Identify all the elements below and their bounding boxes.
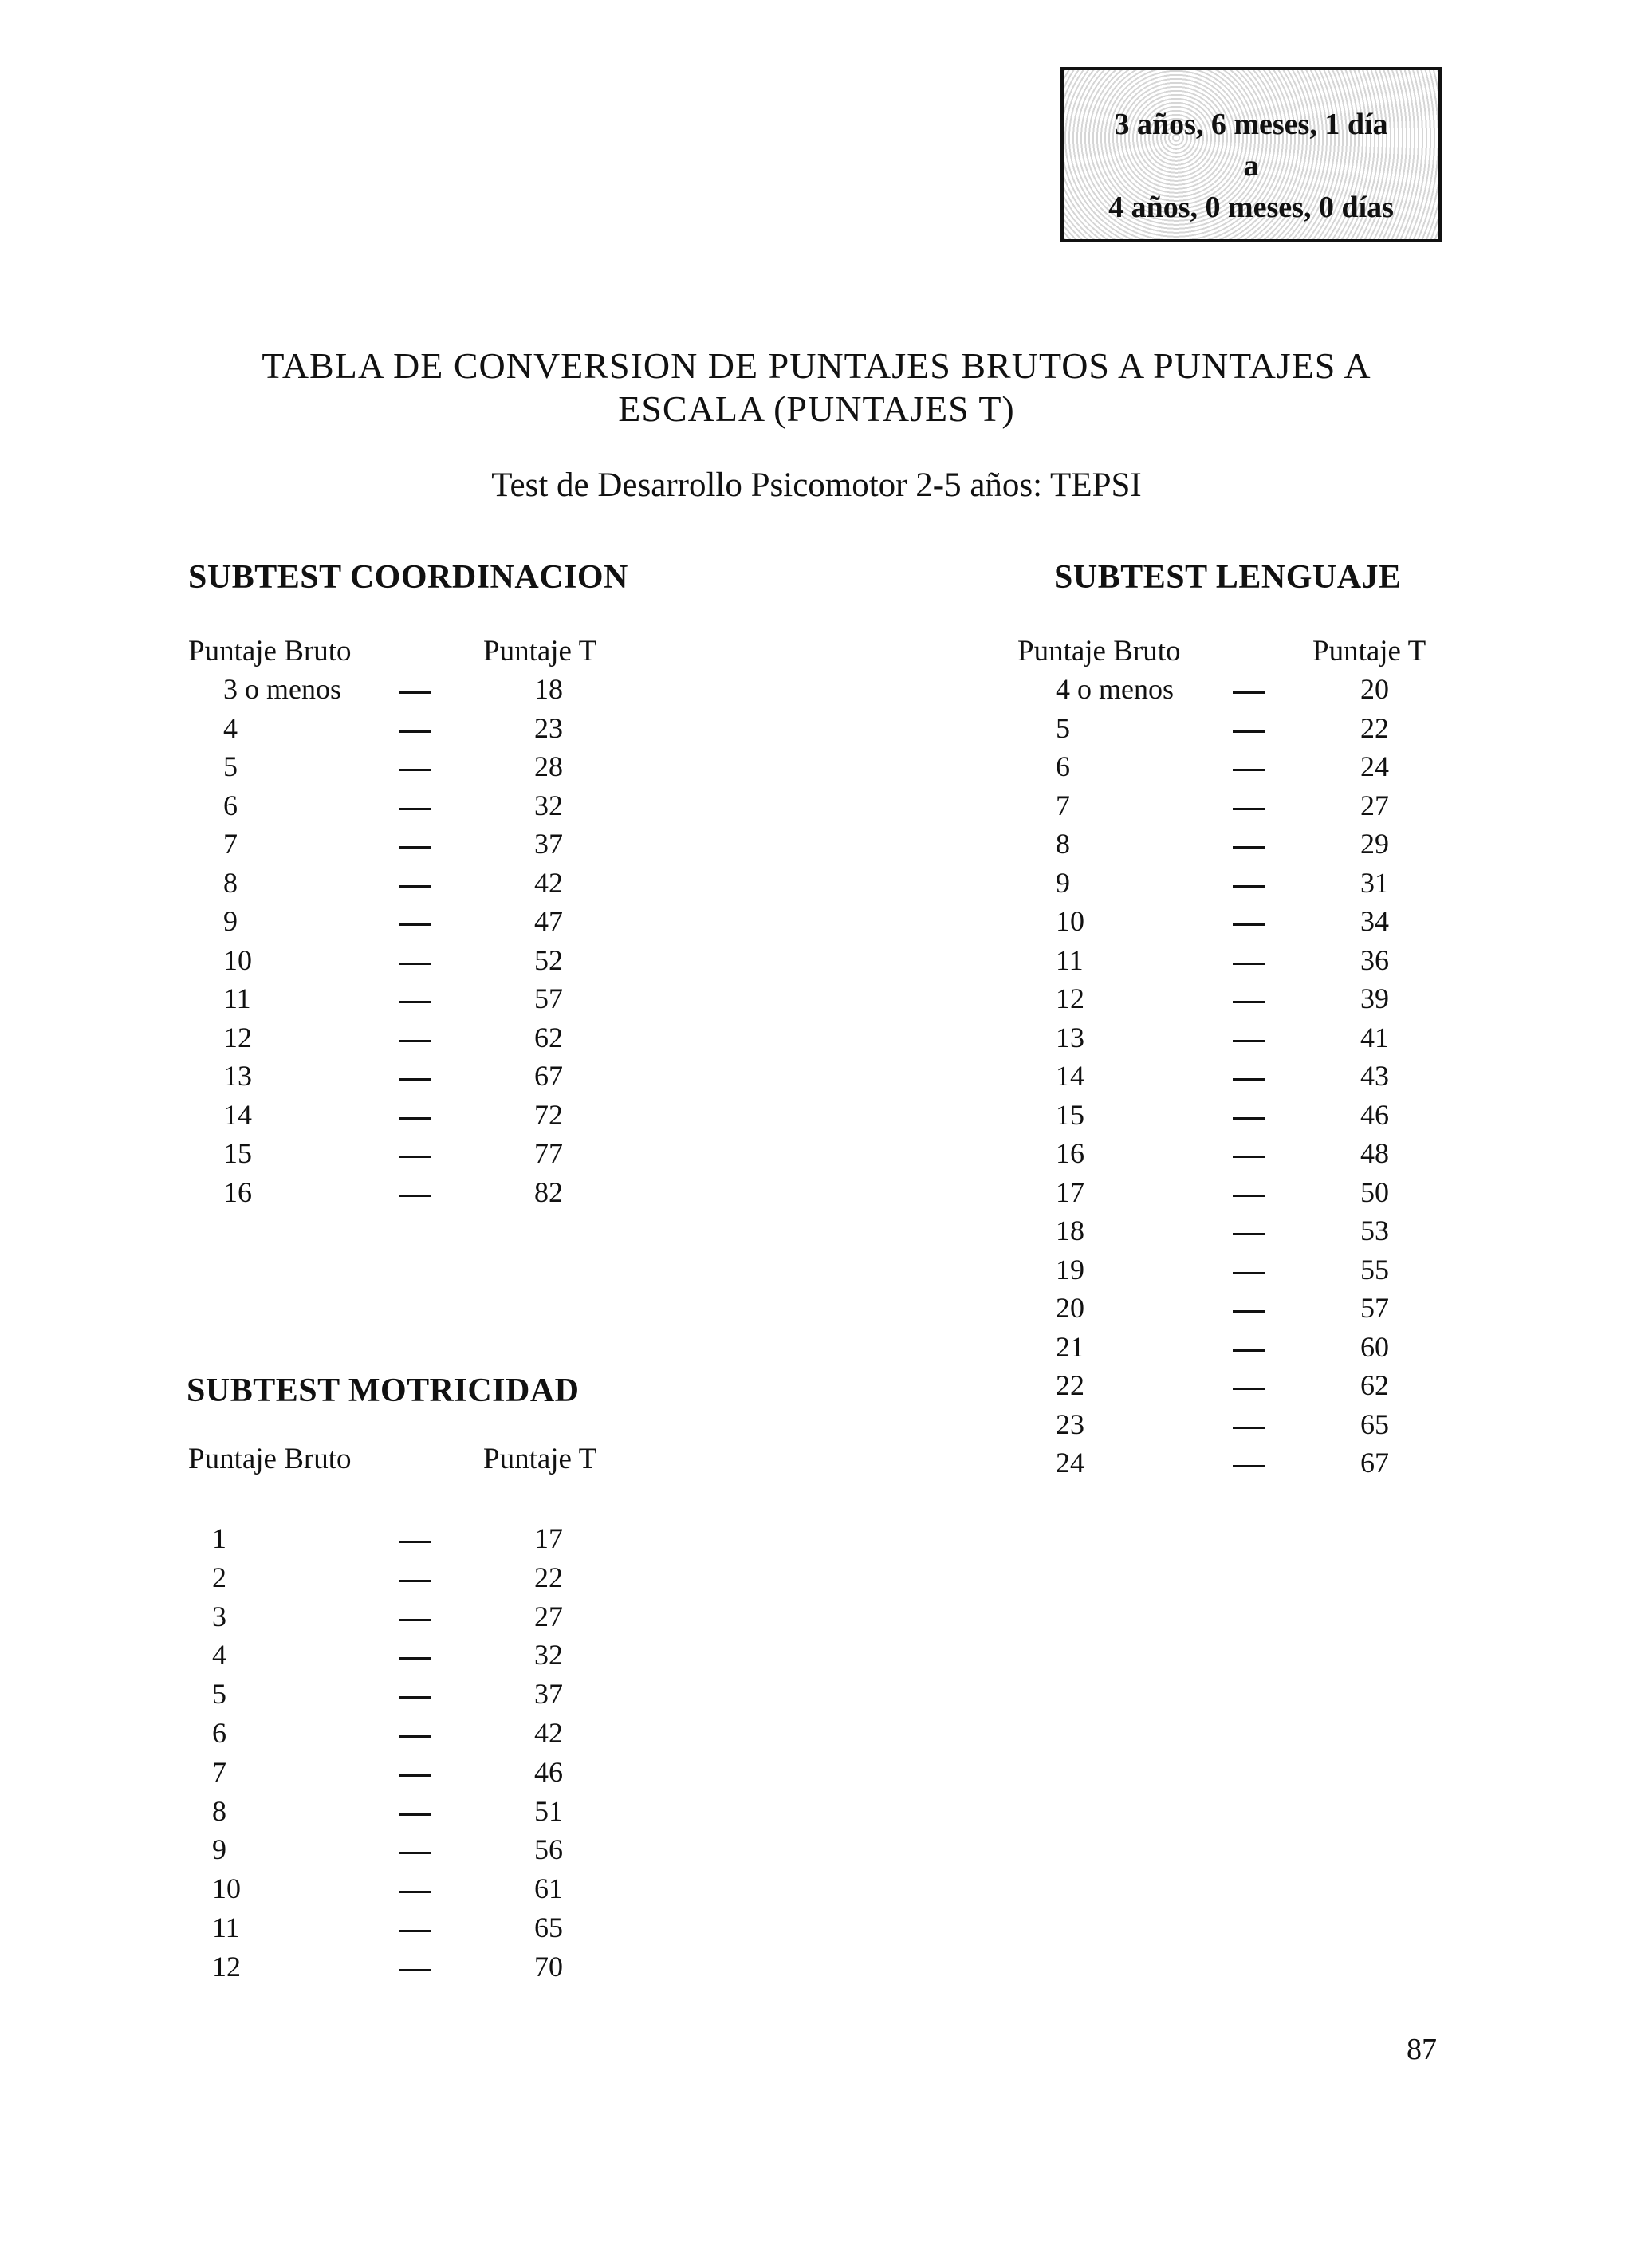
t-score: 47 xyxy=(534,905,563,937)
table-row xyxy=(1017,1253,1496,1291)
raw-score: 4 o menos xyxy=(1056,673,1174,705)
dash-separator xyxy=(1233,1040,1265,1042)
dash-separator xyxy=(399,1619,431,1621)
coordinacion-col-raw-header: Puntaje Bruto xyxy=(188,635,352,667)
table-row xyxy=(188,904,667,943)
raw-score: 11 xyxy=(212,1912,240,1943)
raw-score: 17 xyxy=(1056,1175,1084,1208)
dash-separator xyxy=(399,691,431,694)
dash-separator xyxy=(399,1774,431,1777)
lenguaje-table xyxy=(1017,634,1496,1479)
age-range-start: 3 años, 6 meses, 1 día xyxy=(1114,108,1388,141)
dash-separator xyxy=(399,1891,431,1893)
t-score: 67 xyxy=(534,1060,563,1092)
dash-separator xyxy=(399,1657,431,1660)
table-row xyxy=(188,1872,667,1910)
t-score: 24 xyxy=(1360,750,1389,782)
page-title-line-2: ESCALA (PUNTAJES T) xyxy=(618,388,1015,429)
raw-score: 4 xyxy=(223,711,238,744)
table-row xyxy=(188,1136,667,1175)
dash-separator xyxy=(399,730,431,733)
dash-separator xyxy=(1233,1349,1265,1352)
raw-score: 7 xyxy=(223,828,238,860)
raw-score: 10 xyxy=(223,943,252,976)
raw-score: 22 xyxy=(1056,1369,1084,1401)
table-row xyxy=(188,982,667,1020)
motricidad-col-t-header: Puntaje T xyxy=(483,1443,597,1475)
t-score: 62 xyxy=(1360,1369,1389,1401)
t-score: 46 xyxy=(1360,1098,1389,1131)
raw-score: 2 xyxy=(212,1561,226,1593)
dash-separator xyxy=(399,1195,431,1197)
table-row xyxy=(188,1833,667,1871)
t-score: 37 xyxy=(534,828,563,860)
table-row xyxy=(1017,1098,1496,1136)
t-score: 61 xyxy=(534,1872,563,1905)
raw-score: 20 xyxy=(1056,1292,1084,1324)
raw-score: 15 xyxy=(1056,1098,1084,1131)
dash-separator xyxy=(1233,691,1265,694)
dash-separator xyxy=(1233,1465,1265,1467)
t-score: 42 xyxy=(534,1717,563,1749)
table-row xyxy=(188,1600,667,1638)
t-score: 42 xyxy=(534,866,563,899)
raw-score: 12 xyxy=(223,1021,252,1053)
dash-separator xyxy=(1233,808,1265,810)
dash-separator xyxy=(1233,963,1265,965)
table-row xyxy=(1017,982,1496,1020)
table-row xyxy=(188,672,667,711)
t-score: 37 xyxy=(534,1678,563,1711)
table-row xyxy=(1017,1021,1496,1059)
raw-score: 8 xyxy=(1056,828,1070,860)
dash-separator xyxy=(399,1735,431,1738)
table-row xyxy=(1017,1368,1496,1407)
t-score: 53 xyxy=(1360,1215,1389,1246)
coordinacion-col-t-header: Puntaje T xyxy=(483,635,597,667)
raw-score: 3 o menos xyxy=(223,673,341,705)
t-score: 39 xyxy=(1360,982,1389,1014)
age-range-box xyxy=(1060,67,1442,242)
table-row xyxy=(1017,672,1496,711)
lenguaje-col-raw-header: Puntaje Bruto xyxy=(1017,635,1181,667)
raw-score: 5 xyxy=(1056,711,1070,744)
table-row xyxy=(188,943,667,982)
age-range-connector: a xyxy=(1243,149,1259,183)
dash-separator xyxy=(399,963,431,965)
table-row xyxy=(1017,827,1496,865)
dash-separator xyxy=(399,846,431,849)
t-score: 57 xyxy=(534,982,563,1014)
t-score: 41 xyxy=(1360,1021,1389,1053)
t-score: 55 xyxy=(1360,1253,1389,1286)
raw-score: 23 xyxy=(1056,1408,1084,1440)
table-row xyxy=(188,789,667,827)
table-row xyxy=(1017,943,1496,982)
table-row xyxy=(188,1021,667,1059)
table-row xyxy=(1017,1059,1496,1097)
table-row xyxy=(188,711,667,750)
dash-separator xyxy=(399,769,431,771)
dash-separator xyxy=(399,1696,431,1699)
t-score: 72 xyxy=(534,1098,563,1131)
raw-score: 9 xyxy=(1056,866,1070,899)
page-title xyxy=(144,345,1489,431)
t-score: 22 xyxy=(1360,711,1389,744)
raw-score: 11 xyxy=(1056,943,1084,976)
table-row xyxy=(1017,1446,1496,1484)
raw-score: 5 xyxy=(212,1678,226,1711)
t-score: 70 xyxy=(534,1950,563,1983)
t-score: 31 xyxy=(1360,866,1389,899)
raw-score: 3 xyxy=(212,1600,226,1632)
dash-separator xyxy=(1233,885,1265,888)
table-row xyxy=(188,1098,667,1136)
dash-separator xyxy=(399,1541,431,1543)
t-score: 82 xyxy=(534,1175,563,1208)
table-row xyxy=(1017,750,1496,788)
motricidad-title: SUBTEST MOTRICIDAD xyxy=(187,1372,580,1409)
t-score: 36 xyxy=(1360,943,1389,976)
t-score: 22 xyxy=(534,1561,563,1593)
table-row xyxy=(188,750,667,788)
page-title-line-1: TABLA DE CONVERSION DE PUNTAJES BRUTOS A PUNTAJES A xyxy=(262,345,1371,386)
table-row xyxy=(188,1175,667,1214)
raw-score: 21 xyxy=(1056,1330,1084,1363)
table-row xyxy=(188,1794,667,1833)
raw-score: 5 xyxy=(223,750,238,782)
raw-score: 18 xyxy=(1056,1215,1084,1246)
raw-score: 16 xyxy=(1056,1137,1084,1169)
dash-separator xyxy=(399,1040,431,1042)
t-score: 51 xyxy=(534,1794,563,1827)
t-score: 18 xyxy=(534,673,563,705)
dash-separator xyxy=(1233,1078,1265,1081)
t-score: 52 xyxy=(534,943,563,976)
age-range-end: 4 años, 0 meses, 0 días xyxy=(1108,191,1394,224)
table-row xyxy=(1017,789,1496,827)
dash-separator xyxy=(1233,1272,1265,1274)
table-row xyxy=(1017,1408,1496,1446)
table-row xyxy=(188,827,667,865)
table-row xyxy=(188,1716,667,1754)
dash-separator xyxy=(1233,1195,1265,1197)
raw-score: 13 xyxy=(1056,1021,1084,1053)
t-score: 65 xyxy=(534,1912,563,1943)
t-score: 43 xyxy=(1360,1060,1389,1092)
raw-score: 9 xyxy=(223,905,238,937)
raw-score: 1 xyxy=(212,1522,226,1554)
raw-score: 7 xyxy=(1056,789,1070,821)
table-row xyxy=(188,866,667,904)
t-score: 32 xyxy=(534,1639,563,1671)
t-score: 46 xyxy=(534,1755,563,1788)
dash-separator xyxy=(1233,923,1265,926)
raw-score: 16 xyxy=(223,1175,252,1208)
table-row xyxy=(1017,1214,1496,1252)
t-score: 29 xyxy=(1360,828,1389,860)
raw-score: 8 xyxy=(223,866,238,899)
raw-score: 10 xyxy=(212,1872,241,1905)
table-row xyxy=(1017,904,1496,943)
dash-separator xyxy=(399,1930,431,1932)
dash-separator xyxy=(1233,1001,1265,1003)
table-row xyxy=(1017,1291,1496,1329)
lenguaje-title: SUBTEST LENGUAJE xyxy=(1054,559,1402,596)
t-score: 27 xyxy=(534,1600,563,1632)
dash-separator xyxy=(1233,769,1265,771)
table-row xyxy=(188,1755,667,1794)
table-row xyxy=(188,1561,667,1599)
table-row xyxy=(1017,1136,1496,1175)
dash-separator xyxy=(399,1813,431,1816)
t-score: 32 xyxy=(534,789,563,821)
t-score: 77 xyxy=(534,1137,563,1169)
dash-separator xyxy=(399,1156,431,1158)
raw-score: 7 xyxy=(212,1755,226,1788)
dash-separator xyxy=(1233,1233,1265,1235)
raw-score: 14 xyxy=(1056,1060,1084,1092)
raw-score: 6 xyxy=(212,1717,226,1749)
dash-separator xyxy=(1233,1427,1265,1429)
raw-score: 8 xyxy=(212,1794,226,1827)
t-score: 67 xyxy=(1360,1447,1389,1479)
raw-score: 12 xyxy=(1056,982,1084,1014)
dash-separator xyxy=(399,1852,431,1854)
coordinacion-table xyxy=(188,634,667,1208)
lenguaje-col-t-header: Puntaje T xyxy=(1312,635,1426,667)
table-row xyxy=(1017,1175,1496,1214)
raw-score: 6 xyxy=(1056,750,1070,782)
dash-separator xyxy=(1233,730,1265,733)
t-score: 56 xyxy=(534,1833,563,1866)
table-row xyxy=(188,1950,667,1988)
table-row xyxy=(1017,711,1496,750)
raw-score: 9 xyxy=(212,1833,226,1866)
t-score: 60 xyxy=(1360,1330,1389,1363)
table-row xyxy=(188,1522,667,1560)
table-row xyxy=(188,1638,667,1676)
table-row xyxy=(188,1911,667,1949)
table-row xyxy=(188,1059,667,1097)
raw-score: 10 xyxy=(1056,905,1084,937)
table-row xyxy=(1017,1330,1496,1368)
raw-score: 13 xyxy=(223,1060,252,1092)
raw-score: 19 xyxy=(1056,1253,1084,1286)
raw-score: 15 xyxy=(223,1137,252,1169)
dash-separator xyxy=(1233,1388,1265,1390)
coordinacion-title: SUBTEST COORDINACION xyxy=(188,559,628,596)
dash-separator xyxy=(399,1969,431,1971)
table-row xyxy=(188,1677,667,1715)
t-score: 48 xyxy=(1360,1137,1389,1169)
t-score: 65 xyxy=(1360,1408,1389,1440)
raw-score: 12 xyxy=(212,1950,241,1983)
dash-separator xyxy=(399,1117,431,1120)
raw-score: 14 xyxy=(223,1098,252,1131)
t-score: 50 xyxy=(1360,1175,1389,1208)
t-score: 62 xyxy=(534,1021,563,1053)
dash-separator xyxy=(1233,1310,1265,1313)
dash-separator xyxy=(1233,846,1265,849)
dash-separator xyxy=(1233,1156,1265,1158)
t-score: 57 xyxy=(1360,1292,1389,1324)
dash-separator xyxy=(399,923,431,926)
t-score: 20 xyxy=(1360,673,1389,705)
raw-score: 6 xyxy=(223,789,238,821)
motricidad-col-raw-header: Puntaje Bruto xyxy=(188,1443,352,1475)
t-score: 17 xyxy=(534,1522,563,1554)
page-subtitle: Test de Desarrollo Psicomotor 2-5 años: TEPSI xyxy=(491,467,1142,504)
dash-separator xyxy=(399,885,431,888)
t-score: 27 xyxy=(1360,789,1389,821)
dash-separator xyxy=(399,1001,431,1003)
motricidad-table xyxy=(188,1442,667,2000)
raw-score: 4 xyxy=(212,1639,226,1671)
raw-score: 24 xyxy=(1056,1447,1084,1479)
dash-separator xyxy=(399,1580,431,1582)
t-score: 34 xyxy=(1360,905,1389,937)
dash-separator xyxy=(399,808,431,810)
page-number: 87 xyxy=(1407,2033,1437,2066)
dash-separator xyxy=(399,1078,431,1081)
t-score: 23 xyxy=(534,711,563,744)
dash-separator xyxy=(1233,1117,1265,1120)
t-score: 28 xyxy=(534,750,563,782)
raw-score: 11 xyxy=(223,982,251,1014)
table-row xyxy=(1017,866,1496,904)
